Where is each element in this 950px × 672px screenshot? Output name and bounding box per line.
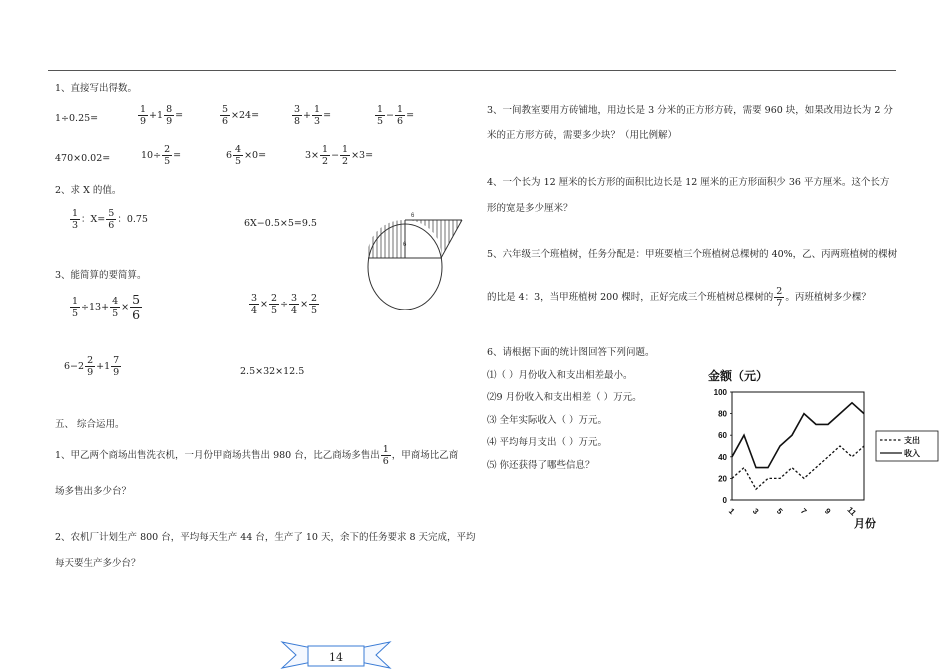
section-5-heading: 五、 综合运用。 — [55, 419, 125, 430]
numerator: 5 — [108, 208, 115, 219]
prefix: 6−2 — [64, 361, 85, 372]
question-2: ⑵9 月份收入和支出相差（ ）万元。 — [487, 392, 642, 403]
denominator: 2 — [322, 156, 329, 167]
section-3-heading: 3、能简算的要简算。 — [55, 270, 147, 281]
ratio-end: ：0.75 — [117, 214, 148, 225]
denominator: 6 — [108, 220, 115, 231]
numerator: 3 — [291, 293, 298, 304]
y-tick-label: 60 — [718, 431, 727, 441]
denominator: 5 — [112, 308, 119, 319]
problem-1-text-a: 1、甲乙两个商场出售洗衣机，一月份甲商场共售出 980 台，比乙商场多售出 — [55, 450, 380, 461]
denominator: 6 — [382, 456, 389, 467]
numerator: 8 — [166, 104, 173, 115]
calc-1: 1÷0.25= — [55, 113, 99, 124]
legend-expense-label: 支出 — [904, 436, 920, 445]
operator: ÷13+ — [81, 302, 110, 313]
equals: = — [173, 150, 182, 161]
denominator: 5 — [271, 305, 278, 316]
y-tick-label: 80 — [718, 409, 727, 419]
problem-1-text-b: ，甲商场比乙商 — [391, 450, 459, 461]
denominator: 6 — [222, 116, 229, 127]
calc-7 — [141, 144, 181, 167]
numerator: 4 — [235, 144, 242, 155]
operator: − — [331, 150, 340, 161]
question-4: ⑷ 平均每月支出（ ）万元。 — [487, 437, 608, 448]
y-tick-label: 20 — [718, 474, 727, 484]
numerator: 1 — [314, 104, 321, 115]
chart-title: 金额（元） — [708, 369, 769, 383]
calc-3 — [219, 104, 259, 127]
legend-income-label: 收入 — [904, 449, 920, 458]
operator: × — [121, 302, 130, 313]
prefix: 3× — [305, 150, 320, 161]
problem-4-line-2: 形的宽是多少厘米？ — [487, 203, 573, 214]
y-tick-label: 0 — [722, 496, 727, 505]
ratio-mid: ：X= — [81, 214, 106, 225]
geometry-figure — [364, 208, 472, 310]
denominator: 9 — [140, 116, 147, 127]
denominator: 5 — [311, 305, 318, 316]
problem-4-line-1: 4、一个长为 12 厘米的长方形的面积比边长是 12 厘米的正方形面积少 36 平方厘米。这个长方 — [487, 177, 890, 188]
numerator: 2 — [311, 293, 318, 304]
denominator: 3 — [314, 116, 321, 127]
numerator: 7 — [113, 355, 120, 366]
operator: +1 — [149, 110, 164, 121]
numerator: 5 — [222, 104, 229, 115]
top-rule — [48, 70, 896, 71]
denominator: 6 — [397, 116, 404, 127]
denominator: 9 — [166, 116, 173, 127]
numerator: 1 — [140, 104, 147, 115]
calc-4 — [291, 104, 331, 127]
numerator: 2 — [776, 286, 783, 297]
equation-2: 6X−0.5×5=9.5 — [244, 218, 317, 229]
question-1: ⑴（ ）月份收入和支出相差最小。 — [487, 370, 633, 381]
numerator: 2 — [164, 144, 171, 155]
x-tick-label: 11 — [845, 505, 858, 518]
problem-2-line-2: 每天要生产多少台？ — [55, 558, 141, 569]
denominator: 8 — [294, 116, 301, 127]
y-tick-label: 40 — [718, 452, 727, 462]
calc-8 — [226, 144, 266, 167]
numerator: 1 — [72, 208, 79, 219]
section-2-heading: 2、求 X 的值。 — [55, 185, 122, 196]
denominator: 9 — [113, 367, 120, 378]
x-tick-label: 7 — [798, 506, 809, 517]
denominator: 4 — [251, 305, 258, 316]
page-number: 14 — [329, 651, 343, 664]
series-line-income — [732, 403, 864, 468]
equals: = — [406, 110, 415, 121]
denominator: 3 — [72, 220, 79, 231]
simplify-2 — [248, 293, 320, 316]
numerator: 4 — [112, 296, 119, 307]
problem-1-line-2: 场多售出多少台？ — [55, 486, 132, 497]
numerator: 2 — [271, 293, 278, 304]
problem-3-line-1: 3、一间教室要用方砖铺地，用边长是 3 分米的正方形方砖，需要 960 块，如果改用边长为 2 分 — [487, 105, 893, 116]
section-1-heading: 1、直接写出得数。 — [55, 83, 138, 94]
problem-5-line-2 — [487, 286, 871, 309]
numerator: 1 — [322, 144, 329, 155]
numerator: 3 — [294, 104, 301, 115]
calc-2 — [137, 104, 183, 127]
question-5: ⑸ 你还获得了哪些信息？ — [487, 460, 595, 471]
suffix: ×3= — [351, 150, 374, 161]
denominator: 5 — [164, 156, 171, 167]
y-tick-label: 100 — [713, 388, 727, 397]
series-line-expense — [732, 446, 864, 489]
denominator: 2 — [342, 156, 349, 167]
numerator: 3 — [251, 293, 258, 304]
denominator: 6 — [132, 307, 141, 322]
equation-1 — [69, 208, 148, 231]
figure-label-6-middle: 6 — [403, 242, 407, 248]
shaded-region-left — [368, 220, 405, 258]
denominator: 5 — [72, 308, 79, 319]
numerator: 1 — [72, 296, 79, 307]
x-tick-label: 3 — [750, 506, 761, 517]
problem-5-text-c: 。丙班植树多少棵？ — [785, 292, 871, 303]
problem-5-line-1: 5、六年级三个班植树，任务分配是：甲班要植三个班植树总棵树的 40%，乙、丙两班植树的棵树 — [487, 249, 898, 260]
simplify-4: 2.5×32×12.5 — [240, 366, 305, 377]
problem-2-line-1: 2、农机厂计划生产 800 台，平均每天生产 44 台，生产了 10 天，余下的任务要求 8 天完成，平均 — [55, 532, 476, 543]
plot-frame — [732, 392, 864, 500]
x-axis-label: 月份 — [854, 518, 876, 530]
calc-5 — [374, 104, 414, 127]
problem-6-heading: 6、请根据下面的统计图回答下列问题。 — [487, 347, 655, 358]
problem-5-text-b: 的比是 4：3，当甲班植树 200 棵时，正好完成三个班植树总棵树的 — [487, 292, 774, 303]
x-tick-label: 1 — [726, 506, 737, 517]
denominator: 9 — [87, 367, 94, 378]
denominator: 5 — [235, 156, 242, 167]
x-tick-label: 5 — [774, 506, 785, 517]
question-3: ⑶ 全年实际收入（ ）万元。 — [487, 415, 608, 426]
numerator: 1 — [397, 104, 404, 115]
numerator: 2 — [87, 355, 94, 366]
denominator: 4 — [291, 305, 298, 316]
denominator: 5 — [377, 116, 384, 127]
simplify-1 — [69, 293, 143, 322]
equals: = — [323, 110, 332, 121]
operator: +1 — [96, 361, 111, 372]
operator: ÷ — [280, 299, 289, 310]
whole: 6 — [226, 150, 233, 161]
numerator: 1 — [377, 104, 384, 115]
operator: − — [386, 110, 395, 121]
problem-1-line-1 — [55, 444, 458, 467]
denominator: 7 — [776, 298, 783, 309]
numerator: 1 — [382, 444, 389, 455]
numerator: 1 — [342, 144, 349, 155]
operator: × — [260, 299, 269, 310]
line-chart — [700, 362, 940, 537]
prefix: 10÷ — [141, 150, 162, 161]
calc-9 — [305, 144, 373, 167]
operator: × — [300, 299, 309, 310]
simplify-3 — [64, 355, 122, 378]
problem-3-line-2: 米的正方形方砖，需要多少块？（用比例解） — [487, 130, 678, 141]
numerator: 5 — [132, 292, 141, 307]
figure-label-6-top: 6 — [411, 213, 415, 219]
x-tick-label: 9 — [822, 506, 833, 517]
suffix: ×0= — [244, 150, 267, 161]
operator: ×24= — [231, 110, 260, 121]
equals: = — [175, 110, 184, 121]
calc-6: 470×0.02= — [55, 153, 111, 164]
operator: + — [303, 110, 312, 121]
